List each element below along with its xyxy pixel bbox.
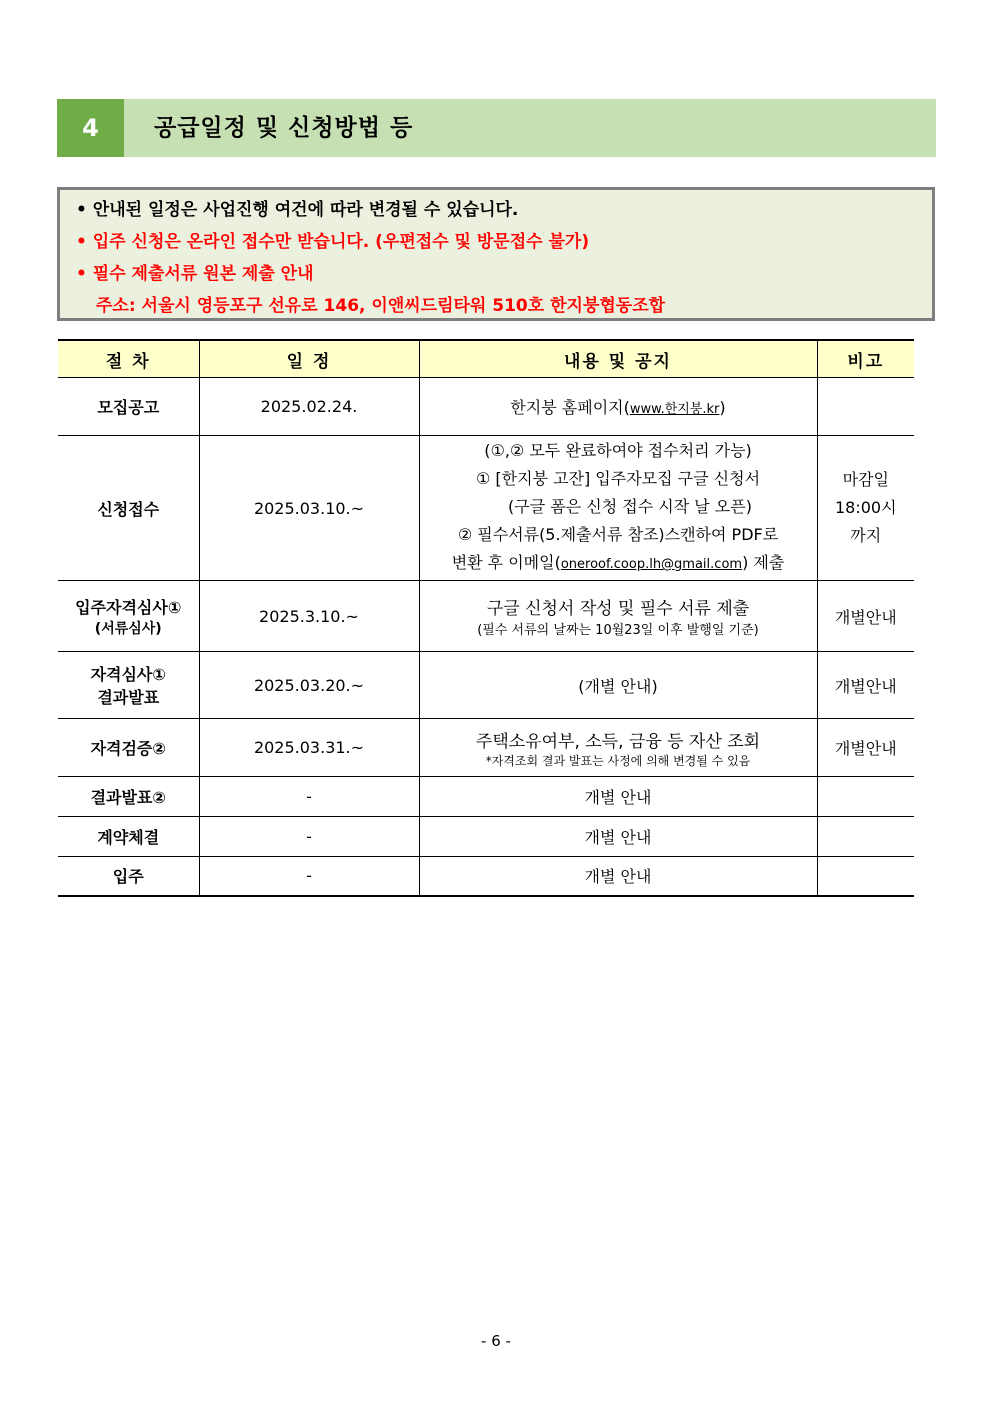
header-note: 비고: [817, 340, 914, 378]
note-cell: [817, 378, 914, 436]
homepage-link[interactable]: www.한지붕.kr: [629, 402, 720, 417]
notice-line-online: • 입주 신청은 온라인 접수만 받습니다. (우편접수 및 방문접수 불가): [76, 232, 590, 252]
date-cell: -: [199, 857, 419, 896]
section-title: 공급일정 및 신청방법 등: [154, 115, 414, 141]
date-cell: 2025.3.10.~: [199, 581, 419, 652]
header-date: 일 정: [199, 340, 419, 378]
schedule-table: [58, 339, 914, 897]
note-cell: 개별안내: [817, 652, 914, 719]
step-cell: 계약체결: [58, 817, 199, 857]
page-number: - 6 -: [481, 1332, 511, 1350]
notice-line-address: 주소: 서울시 영등포구 선유로 146, 이앤씨드림타워 510호 한지붕협동조합: [96, 296, 666, 316]
table-row: [58, 436, 914, 581]
table-row: [58, 817, 914, 857]
step-cell: 결과발표②: [58, 777, 199, 817]
header-step: 절 차: [58, 340, 199, 378]
section-header: [57, 99, 936, 157]
content-cell: 한지붕 홈페이지(www.한지붕.kr): [419, 378, 817, 436]
note-cell: [817, 817, 914, 857]
date-cell: 2025.02.24.: [199, 378, 419, 436]
note-cell: 개별안내: [817, 719, 914, 777]
note-cell: [817, 777, 914, 817]
date-cell: 2025.03.10.~: [199, 436, 419, 581]
note-cell: [817, 857, 914, 896]
date-cell: -: [199, 817, 419, 857]
step-cell: 자격검증②: [58, 719, 199, 777]
table-row: [58, 652, 914, 719]
table-row: [58, 857, 914, 896]
email-link[interactable]: oneroof.coop.lh@gmail.com: [560, 557, 743, 572]
table-row: [58, 777, 914, 817]
table-row: [58, 378, 914, 436]
step-cell: 신청접수: [58, 436, 199, 581]
step-cell: 입주: [58, 857, 199, 896]
step-cell: 입주자격심사① (서류심사): [58, 581, 199, 652]
date-cell: -: [199, 777, 419, 817]
note-cell: 개별안내: [817, 581, 914, 652]
content-cell: 개별 안내: [419, 817, 817, 857]
content-cell: 개별 안내: [419, 857, 817, 896]
table-row: [58, 581, 914, 652]
content-cell: 주택소유여부, 소득, 금융 등 자산 조회 *자격조회 결과 발표는 사정에 의해 변경될 수 있음: [419, 719, 817, 777]
date-cell: 2025.03.20.~: [199, 652, 419, 719]
table-row: [58, 719, 914, 777]
content-cell: (개별 안내): [419, 652, 817, 719]
note-cell: 마감일 18:00시 까지: [817, 436, 914, 581]
step-cell: 모집공고: [58, 378, 199, 436]
header-content: 내용 및 공지: [419, 340, 817, 378]
content-cell: 개별 안내: [419, 777, 817, 817]
step-cell: 자격심사① 결과발표: [58, 652, 199, 719]
notice-box: [57, 187, 935, 321]
content-cell: 구글 신청서 작성 및 필수 서류 제출 (필수 서류의 날짜는 10월23일 이후 발행일 기준): [419, 581, 817, 652]
date-cell: 2025.03.31.~: [199, 719, 419, 777]
notice-line-documents: • 필수 제출서류 원본 제출 안내: [76, 264, 314, 284]
content-cell: (①,② 모두 완료하여야 접수처리 가능) ① [한지붕 고잔] 입주자모집 구글 신청서 (구글 폼은 신청 접수 시작 날 오픈) ② 필수서류(5.제출서류 참조)스캔하여 PDF로 변환 후 이메일(oneroof.coop.lh@gmail.com) 제출: [419, 436, 817, 581]
notice-line-schedule: • 안내된 일정은 사업진행 여건에 따라 변경될 수 있습니다.: [76, 200, 519, 220]
section-number: 4: [57, 99, 124, 157]
table-header-row: [58, 340, 914, 378]
